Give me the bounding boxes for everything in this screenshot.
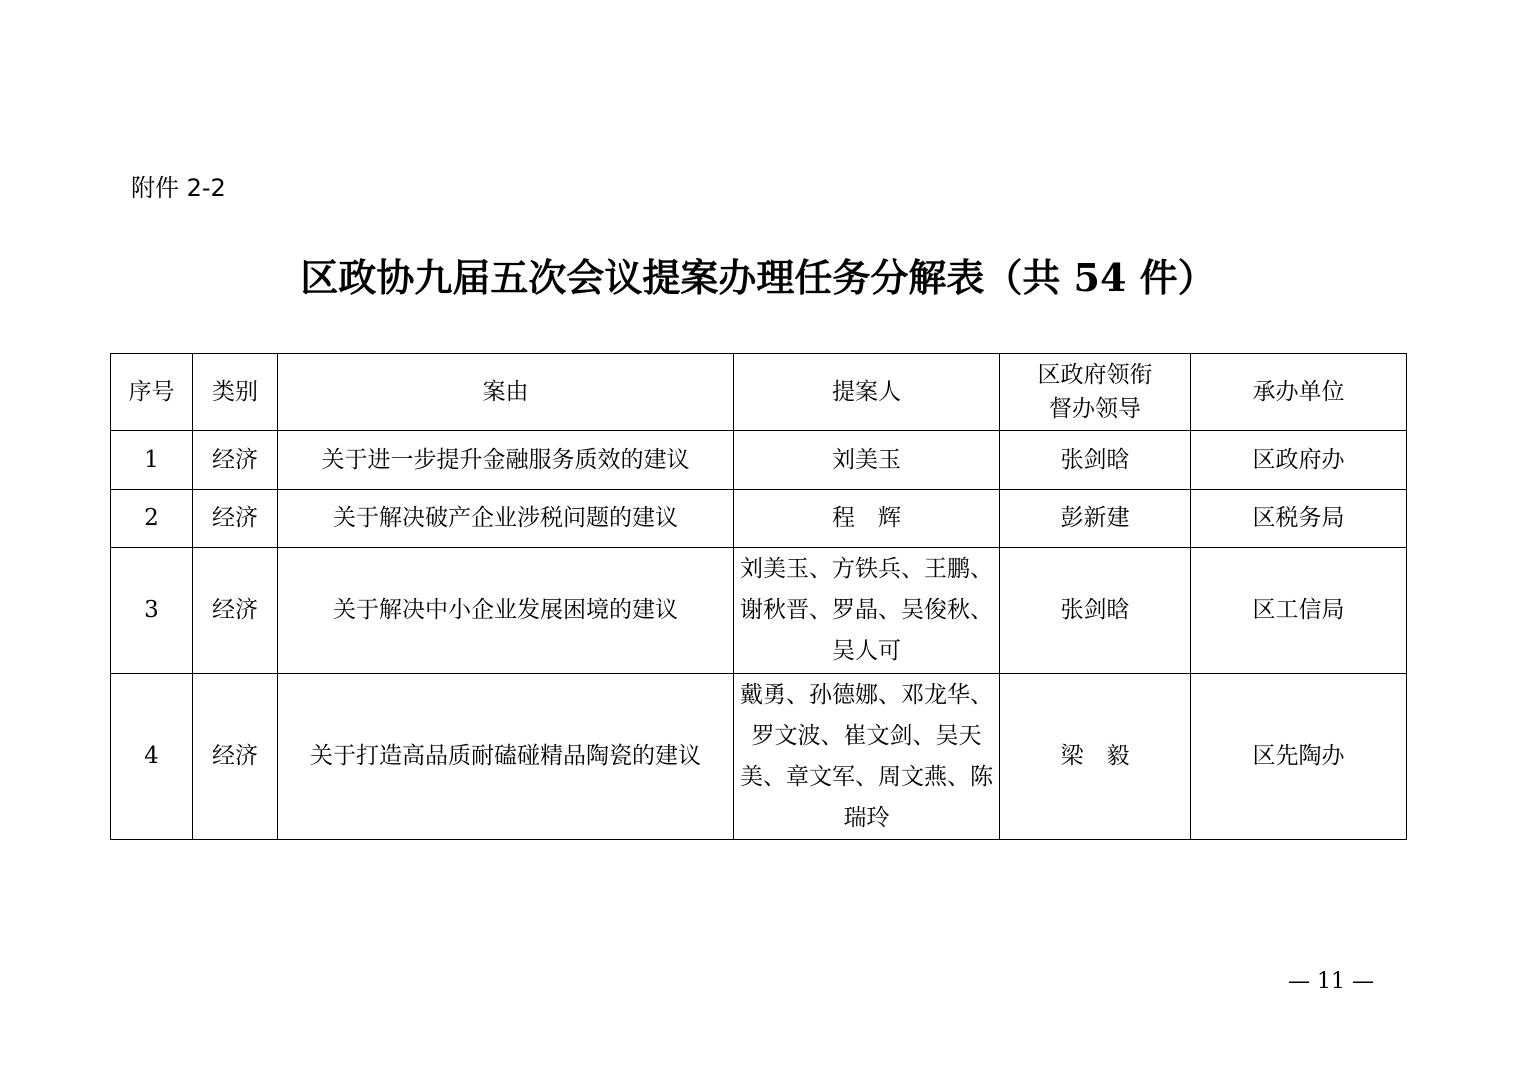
table-row	[111, 490, 1407, 548]
cell-category: 经济	[193, 431, 278, 490]
cell-subject: 关于解决破产企业涉税问题的建议	[278, 490, 734, 548]
page-number: — 11 —	[1288, 969, 1374, 994]
column-header-subject: 案由	[278, 354, 734, 431]
column-header-unit: 承办单位	[1191, 354, 1407, 431]
cell-unit: 区工信局	[1191, 548, 1407, 674]
table-row	[111, 548, 1407, 674]
page-title: 区政协九届五次会议提案办理任务分解表（共 54 件）	[300, 255, 1216, 300]
table-row	[111, 674, 1407, 840]
task-table	[110, 353, 1407, 840]
column-header-no: 序号	[111, 354, 193, 431]
cell-category: 经济	[193, 490, 278, 548]
column-header-proposer: 提案人	[734, 354, 1000, 431]
cell-no: 2	[111, 490, 193, 548]
cell-category: 经济	[193, 548, 278, 674]
cell-no: 4	[111, 674, 193, 840]
attachment-label: 附件 2-2	[131, 174, 226, 202]
cell-proposer: 刘美玉	[734, 431, 1000, 490]
cell-unit: 区税务局	[1191, 490, 1407, 548]
cell-proposer: 程 辉	[734, 490, 1000, 548]
cell-subject: 关于进一步提升金融服务质效的建议	[278, 431, 734, 490]
cell-leader: 张剑晗	[1000, 431, 1191, 490]
cell-proposer: 戴勇、孙德娜、邓龙华、罗文波、崔文剑、吴天美、章文军、周文燕、陈瑞玲	[734, 674, 1000, 840]
cell-leader: 梁 毅	[1000, 674, 1191, 840]
table-row	[111, 431, 1407, 490]
cell-category: 经济	[193, 674, 278, 840]
table-header-row	[111, 354, 1407, 431]
cell-leader: 彭新建	[1000, 490, 1191, 548]
cell-no: 3	[111, 548, 193, 674]
column-header-leader: 区政府领衔 督办领导	[1000, 354, 1191, 431]
cell-subject: 关于打造高品质耐磕碰精品陶瓷的建议	[278, 674, 734, 840]
cell-unit: 区政府办	[1191, 431, 1407, 490]
cell-proposer: 刘美玉、方铁兵、王鹏、谢秋晋、罗晶、吴俊秋、吴人可	[734, 548, 1000, 674]
cell-subject: 关于解决中小企业发展困境的建议	[278, 548, 734, 674]
cell-leader: 张剑晗	[1000, 548, 1191, 674]
cell-no: 1	[111, 431, 193, 490]
cell-unit: 区先陶办	[1191, 674, 1407, 840]
column-header-category: 类别	[193, 354, 278, 431]
